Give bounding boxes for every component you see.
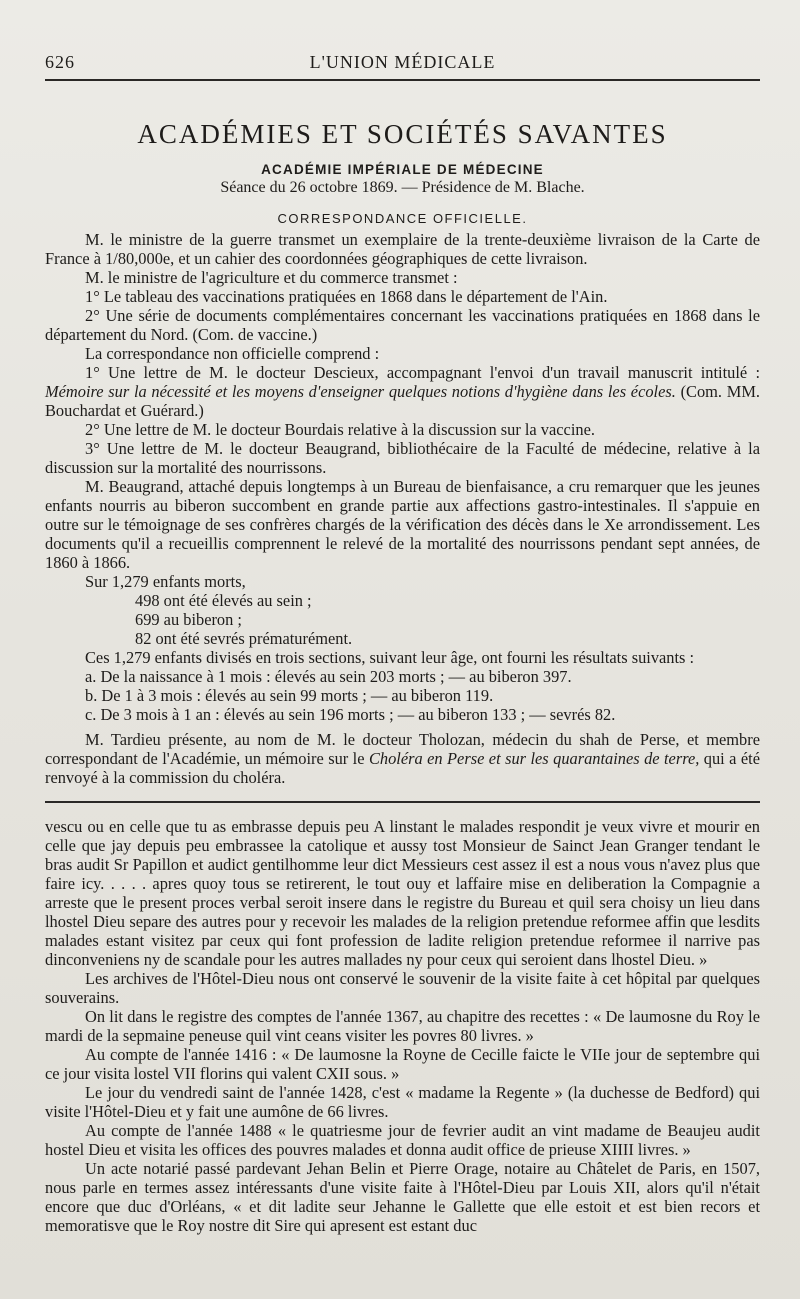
paragraph-beaugrand-letter: 3° Une lettre de M. le docteur Beaugrand, bibliothécaire de la Faculté de médecine, relative à la discussion sur la mortalité des nourrissons. (45, 439, 760, 477)
cholera-title: Choléra en Perse et sur les quarantaines de terre, (368, 749, 700, 768)
feuilleton-paragraph-4: Au compte de l'année 1416 : « De laumosne la Royne de Cecille faicte le VIIe jour de septembre qui ce jour visita lostel VII florins qui valent CXII sous. » (45, 1045, 760, 1083)
paragraph-ministre-guerre: M. le ministre de la guerre transmet un exemplaire de la trente-deuxième livraison de la Carte de France à 1/80,000e, et un cahier des coordonnées géographiques de cette livraison. (45, 230, 760, 268)
tardieu-text: M. Tardieu présente, au nom de M. le docteur Tholozan, médecin du shah de Perse, et membre correspondant de l'Académie, un mémoire sur le (45, 730, 760, 768)
stat-line-sein: 498 ont été élevés au sein ; (135, 591, 312, 610)
paragraph-item-ain: 1° Le tableau des vaccinations pratiquées en 1868 dans le département de l'Ain. (85, 287, 608, 306)
age-group-b: b. De 1 à 3 mois : élevés au sein 99 morts ; — au biberon 119. (85, 686, 494, 705)
feuilleton-paragraph-5: Le jour du vendredi saint de l'année 1428, c'est « madame la Regente » (la duchesse de Bedford) qui visite l'Hôtel-Dieu et y fait une aumône de 66 livres. (45, 1083, 760, 1121)
paragraph-descieux (45, 363, 760, 420)
age-group-c: c. De 3 mois à 1 an : élevés au sein 196 morts ; — au biberon 133 ; — sevrés 82. (85, 705, 616, 724)
feuilleton-paragraph-6: Au compte de l'année 1488 « le quatriesme jour de fevrier audit an vint madame de Beaujeu audit hostel Dieu et visita les offices des pouvres malades et donna audit office de prieuse XIIII livres. » (45, 1121, 760, 1159)
feuilleton-paragraph-2: Les archives de l'Hôtel-Dieu nous ont conservé le souvenir de la visite faite à cet hôpital par quelques souverains. (45, 969, 760, 1007)
age-group-a: a. De la naissance à 1 mois : élevés au sein 203 morts ; — au biberon 397. (85, 667, 572, 686)
paragraph-sections: Ces 1,279 enfants divisés en trois sections, suivant leur âge, ont fourni les résultats suivants : (85, 648, 695, 667)
page-number: 626 (45, 52, 75, 72)
feuilleton-divider (45, 801, 760, 803)
paragraph-ministre-agriculture: M. le ministre de l'agriculture et du commerce transmet : (85, 268, 458, 287)
journal-title: L'UNION MÉDICALE (309, 52, 496, 72)
stat-line-sevres: 82 ont été sevrés prématurément. (135, 629, 353, 648)
running-head (45, 52, 760, 81)
stat-line-biberon: 699 au biberon ; (135, 610, 242, 629)
feuilleton-paragraph-7: Un acte notarié passé pardevant Jehan Belin et Pierre Orage, notaire au Châtelet de Paris, en 1507, nous parle en termes assez intéressants d'une visite faite à l'Hôtel-Dieu par Louis XII, alors qu'il n'était encore que duc d'Orléans, « et dit ladite seur Jehanne le Gallette que elle estoit et est bien recors et memoratisve que le Roy nostre dit Sire qui apresent est estant duc (45, 1159, 760, 1235)
paragraph-tardieu (45, 730, 760, 787)
memoire-title: Mémoire sur la nécessité et les moyens d'enseigner quelques notions d'hygiène dans les écoles. (45, 382, 676, 401)
descieux-commission: (Com. MM. Bouchardat et Guérard.) (45, 382, 761, 420)
feuilleton-paragraph-1: vescu ou en celle que tu as embrasse depuis peu A linstant le malades respondit je veux vivre et mourir en celle que jay depuis peu embrassee la catolique et aussy tost Monsieur de Sainct Jean Granger tendant le bras audit Sr Papillon et audict gentilhomme leur dict Messieurs cest assez il est a nous vous n'avez plus que faire icy. . . . . apres quoy tous se retirerent, le tout ouy et laffaire mise en deliberation la Compagnie a arreste que le present proces verbal seroit insere dans le registre du Bureau et quil sera choisy un lieu dans lhostel Dieu separe des autres pour y recevoir les malades de la religion pretendue reformee affin que lesdits malades estant visitez par ceux qui font profession de ladite religion pretendue reformee il narrive pas dinconveniens ny de scandale pour les autres mallades ny pour ceux qui seroient dans lhostel Dieu. » (45, 817, 760, 969)
paragraph-bourdais: 2° Une lettre de M. le docteur Bourdais relative à la discussion sur la vaccine. (85, 420, 595, 439)
paragraph-beaugrand-observation: M. Beaugrand, attaché depuis longtemps à un Bureau de bienfaisance, a cru remarquer que les jeunes enfants nourris au biberon succombent en grande partie aux affections gastro-intestinales. Il s'appuie en outre sur le témoignage de ses confrères chargés de la vérification des décès dans le Xe arrondissement. Les documents qu'il a recueillis comprennent le relevé de la mortalité des nourrissons pendant sept années, de 1860 à 1866. (45, 477, 760, 572)
academy-heading: ACADÉMIE IMPÉRIALE DE MÉDECINE (261, 162, 544, 177)
descieux-text: 1° Une lettre de M. le docteur Descieux, accompagnant l'envoi d'un travail manuscrit intitulé : (85, 363, 760, 382)
session-line: Séance du 26 octobre 1869. — Présidence de M. Blache. (220, 179, 585, 196)
correspondence-heading: CORRESPONDANCE OFFICIELLE. (277, 211, 528, 226)
paragraph-correspondance: La correspondance non officielle comprend : (85, 344, 380, 363)
paragraph-item-nord: 2° Une série de documents complémentaires concernant les vaccinations pratiquées en 1868 dans le département du Nord. (Com. de vaccine.) (45, 306, 760, 344)
feuilleton-paragraph-3: On lit dans le registre des comptes de l'année 1367, au chapitre des recettes : « De laumosne du Roy le mardi de la sepmaine peneuse quil vint ceans visiter les povres 80 livres. » (45, 1007, 760, 1045)
tardieu-end: qui a été renvoyé à la commission du choléra. (45, 749, 760, 787)
section-title: ACADÉMIES ET SOCIÉTÉS SAVANTES (137, 119, 668, 149)
stat-line-total: Sur 1,279 enfants morts, (85, 572, 246, 591)
